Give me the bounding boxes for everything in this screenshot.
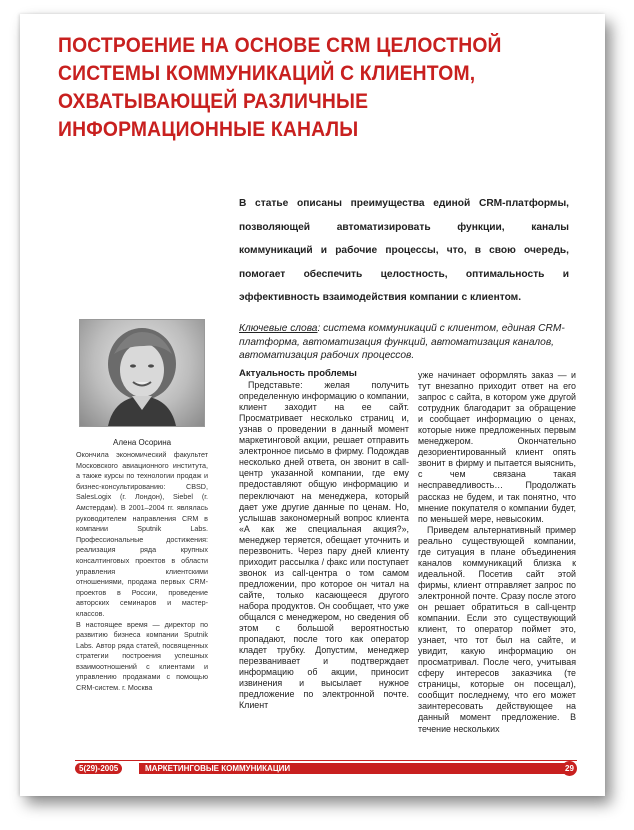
author-bio-paragraph: Окончила экономический факультет Московского авиационного института, а также курсы по технологии продаж и бизнес-консультированию: CBSD, SalesLogix (г. Лондон), Siebel (г. Амстердам). В 2001–2004 гг. являлась руководителем направления CRM в компании Sputnik Labs. Профессиональные достижения: реализация ряда крупных консалтинговых проектов в области управления клиентскими отношениями, продажа первых CRM-проектов в России, проведение авторских семинаров и мастер-классов. xyxy=(76,450,208,618)
author-photo xyxy=(79,319,205,427)
magazine-page xyxy=(20,14,605,796)
issue-badge: 5(29)-2005 xyxy=(75,763,122,774)
section-heading: Актуальность проблемы xyxy=(239,368,357,379)
title-line: ПОСТРОЕНИЕ НА ОСНОВЕ CRM ЦЕЛОСТНОЙ xyxy=(58,34,502,57)
page-number: 29 xyxy=(562,761,577,776)
magazine-name: МАРКЕТИНГОВЫЕ КОММУНИКАЦИИ xyxy=(139,763,565,774)
article-title xyxy=(58,32,536,144)
author-name: Алена Осорина xyxy=(113,438,172,447)
body-paragraph: уже начинает оформлять заказ — и тут внезапно приходит ответ на его запрос с сайта, в котором уже другой сотрудник благодарит за обращение и сообщает информацию о ценах, которые ниже предложенных первым менеджером. Окончательно дезориентированный клиент опять звонит в фирму и пытается выяснить, с чем связана такая несправедливость… Продолжать рассказ не будем, и так понятно, что мнение покупателя о компании будет, по меньшей мере, невысоким. xyxy=(418,370,576,524)
title-line: ОХВАТЫВАЮЩЕЙ РАЗЛИЧНЫЕ xyxy=(58,90,369,113)
keywords xyxy=(239,322,574,363)
title-line: ИНФОРМАЦИОННЫЕ КАНАЛЫ xyxy=(58,118,359,141)
text-column-1 xyxy=(239,368,409,711)
article-abstract: В статье описаны преимущества единой CRM-платформы, позволяющей автоматизировать функции, каналы коммуникаций и рабочие процессы, что, в свою очередь, помогает обеспечить целостность, оптимальность и эффективность взаимодействия компании с клиентом. xyxy=(239,198,569,303)
text-column-2 xyxy=(418,370,576,735)
title-line: СИСТЕМЫ КОММУНИКАЦИЙ С КЛИЕНТОМ, xyxy=(58,62,476,85)
keywords-text: : система коммуникаций с клиентом, единая CRM-платформа, автоматизация функций, автоматизация каналов, автоматизация рабочих процессов. xyxy=(239,323,565,361)
page-footer xyxy=(75,760,577,777)
author-bio xyxy=(76,450,208,694)
keywords-label: Ключевые слова xyxy=(239,323,318,334)
author-bio-paragraph: В настоящее время — директор по развитию бизнеса компании Sputnik Labs. Автор ряда статей, посвященных стратегии построения успешных взаимоотношений с клиентами и управлению продажами с помощью CRM-систем. г. Москва xyxy=(76,619,208,693)
body-paragraph: Представьте: желая получить определенную информацию о компании, клиент заходит на ее сайт. Просматривает несколько страниц и, узнав о проведении в данный момент маркетинговой акции, решает отправить электронное письмо в фирму. Подождав несколько дней ответа, он звонит в call-центр указанной компании, где ему предоставляют общую информацию и переключают на менеджера, который дает уже другие данные по ценам. Но, услышав закономерный вопрос клиента «А как же специальная акция?», менеджер теряется, обещает уточнить и перезвонить. Через пару дней клиенту приходит рассылка / факс или поступает звонок из call-центра о том самом предложении, про которое он читал на сайте, только касающееся другого набора продуктов. Он сообщает, что уже общался с менеджером, но сведения об этом с большой вероятностью пропадают, после того как оператор кладет трубку. Допустим, менеджер перезванивает и подтверждает информацию об акции, приносит извинения и высылает нужное предложение по электронной почте. Клиент xyxy=(239,380,409,711)
body-paragraph: Приведем альтернативный пример реально существующей компании, где ситуация в плане объединения каналов коммуникаций близка к идеальной. Посетив сайт этой фирмы, клиент отправляет запрос по электронной почте. Сразу после этого он решает обратиться в call-центр компании. Если это существующий клиент, то оператор поймет это, узнает, что тот был на сайте, и увидит, какую информацию он просматривал. После чего, учитывая сферу интересов заказчика (те страницы, которые он посещал), сообщит последнему, что его может заинтересовать действующее на данный момент предложение. В течение нескольких xyxy=(418,524,576,734)
